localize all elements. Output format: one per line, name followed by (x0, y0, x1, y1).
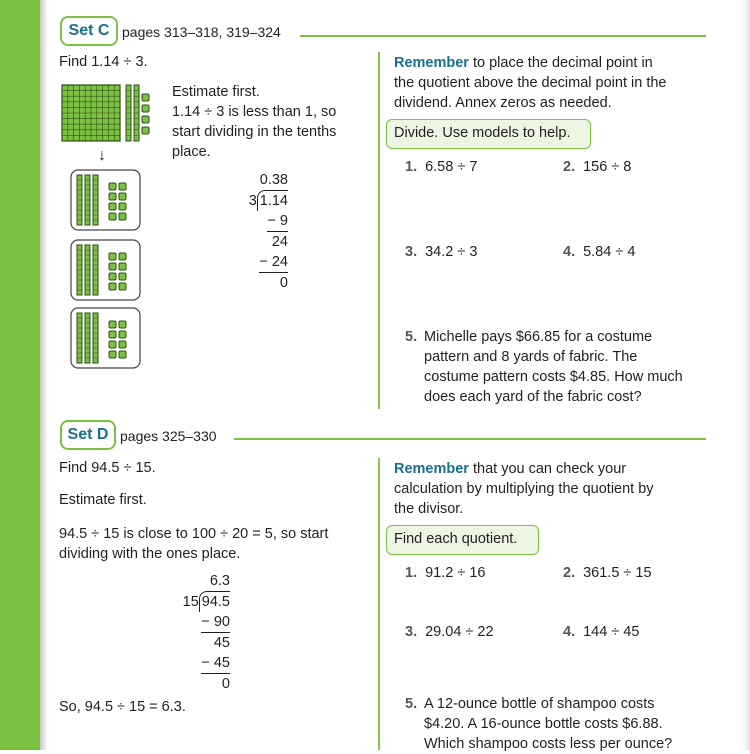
ones-cube (109, 213, 116, 220)
set-d-close (59, 524, 328, 564)
problem-text: 5.84 ÷ 4 (583, 244, 636, 260)
set-d-long-division (170, 571, 230, 694)
problem-d-4 (563, 622, 639, 642)
problem-text-line: does each yard of the fabric cost? (424, 389, 642, 405)
subtract-step-2: − 45 (201, 653, 230, 674)
subtract-step-2: − 24 (259, 252, 288, 273)
set-c-divider (378, 52, 380, 409)
problem-text-line: $4.20. A 16-ounce bottle costs $6.88. (424, 716, 663, 732)
estimate-line: Estimate first. (172, 84, 260, 100)
ones-cube (119, 193, 126, 200)
quotient: 6.3 (209, 573, 230, 589)
problem-number: 5. (405, 696, 418, 712)
ones-cube (109, 283, 116, 290)
problem-number: 4. (563, 624, 576, 640)
remember-text: dividend. Annex zeros as needed. (394, 95, 612, 111)
problem-c-5 (405, 327, 683, 407)
set-c-estimate (172, 82, 336, 162)
ones-cube (119, 183, 126, 190)
problem-text-line: Which shampoo costs less per ounce? (424, 736, 673, 752)
estimate-line: start dividing in the tenths (172, 124, 337, 140)
set-d-rule (234, 438, 706, 440)
ones-cube (119, 213, 126, 220)
problem-number: 4. (563, 244, 576, 260)
remember-text: to place the decimal point in (468, 55, 653, 71)
set-d-pages: pages 325–330 (120, 428, 217, 444)
ones-cube (142, 94, 149, 101)
ones-cube (142, 105, 149, 112)
set-d-hint-box: Find each quotient. (386, 525, 539, 555)
problem-text-line: costume pattern costs $4.85. How much (424, 369, 683, 385)
ones-cube (119, 273, 126, 280)
ones-cube (142, 127, 149, 134)
set-d-find: Find 94.5 ÷ 15. (59, 460, 156, 476)
set-d-conclusion: So, 94.5 ÷ 15 = 6.3. (59, 699, 186, 715)
ones-cube (119, 321, 126, 328)
problem-c-4 (563, 242, 635, 262)
quotient: 0.38 (259, 172, 288, 188)
remainder-2: 0 (279, 275, 288, 291)
base-ten-model (60, 80, 170, 372)
remember-label: Remember (394, 461, 469, 477)
ones-cube (109, 351, 116, 358)
set-c-long-division (230, 170, 288, 293)
problem-text-line: Michelle pays $66.85 for a costume (424, 329, 653, 345)
ones-cube (119, 331, 126, 338)
remainder-1: 24 (271, 234, 288, 250)
subtract-step-1: − 9 (267, 211, 288, 232)
problem-text: 156 ÷ 8 (583, 159, 632, 175)
problem-number: 3. (405, 624, 418, 640)
ones-cube (109, 193, 116, 200)
set-c-pages: pages 313–318, 319–324 (122, 24, 281, 40)
ones-cube (109, 273, 116, 280)
problem-number: 3. (405, 244, 418, 260)
divisor: 15 (182, 594, 199, 610)
problem-text: 91.2 ÷ 16 (425, 565, 486, 581)
divisor: 3 (248, 193, 257, 209)
problem-d-2 (563, 563, 652, 583)
ones-cube (119, 253, 126, 260)
ones-cube (109, 203, 116, 210)
set-c-hint-box: Divide. Use models to help. (386, 119, 591, 149)
ones-cube (119, 263, 126, 270)
set-c-tab: Set C (60, 16, 118, 46)
estimate-line: 1.14 ÷ 3 is less than 1, so (172, 104, 337, 120)
remember-text: the divisor. (394, 501, 464, 517)
problem-c-1 (405, 157, 477, 177)
problem-number: 1. (405, 159, 418, 175)
problem-d-5 (405, 694, 672, 754)
close-line: dividing with the ones place. (59, 546, 241, 562)
set-d-tab: Set D (60, 420, 116, 450)
problem-text: 29.04 ÷ 22 (425, 624, 494, 640)
page-gutter-shadow (40, 0, 48, 750)
ones-cube (109, 183, 116, 190)
estimate-line: place. (172, 144, 211, 160)
problem-number: 2. (563, 565, 576, 581)
ones-cube (109, 263, 116, 270)
remember-text: calculation by multiplying the quotient by (394, 481, 654, 497)
remainder-2: 0 (221, 676, 230, 692)
ones-cube (119, 351, 126, 358)
close-line: 94.5 ÷ 15 is close to 100 ÷ 20 = 5, so start (59, 526, 329, 542)
problem-number: 1. (405, 565, 418, 581)
set-d-estimate: Estimate first. (59, 492, 147, 508)
remainder-1: 45 (213, 635, 230, 651)
problem-c-2 (563, 157, 631, 177)
page-edge-shadow (742, 0, 750, 750)
problem-text: 34.2 ÷ 3 (425, 244, 478, 260)
dividend: 94.5 (199, 591, 230, 612)
ones-cube (109, 341, 116, 348)
problem-c-3 (405, 242, 477, 262)
remember-text: the quotient above the decimal point in the (394, 75, 667, 91)
problem-text: 6.58 ÷ 7 (425, 159, 478, 175)
problem-number: 5. (405, 329, 418, 345)
ones-cube (119, 341, 126, 348)
set-d-divider (378, 458, 380, 750)
ones-cube (119, 203, 126, 210)
problem-d-1 (405, 563, 485, 583)
problem-text: 361.5 ÷ 15 (583, 565, 652, 581)
remember-text: that you can check your (468, 461, 627, 477)
down-arrow-icon: ↓ (98, 147, 106, 164)
problem-d-3 (405, 622, 494, 642)
ones-cube (142, 116, 149, 123)
subtract-step-1: − 90 (201, 612, 230, 633)
set-c-rule (300, 35, 706, 37)
remember-label: Remember (394, 55, 469, 71)
ones-cube (119, 283, 126, 290)
set-c-find: Find 1.14 ÷ 3. (59, 54, 148, 70)
problem-text: 144 ÷ 45 (583, 624, 640, 640)
set-d-remember (394, 459, 654, 519)
problem-text-line: A 12-ounce bottle of shampoo costs (424, 696, 655, 712)
set-c-remember (394, 53, 666, 113)
problem-text-line: pattern and 8 yards of fabric. The (424, 349, 638, 365)
dividend: 1.14 (257, 190, 288, 211)
problem-number: 2. (563, 159, 576, 175)
ones-cube (109, 321, 116, 328)
ones-cube (109, 331, 116, 338)
ones-cube (109, 253, 116, 260)
page-margin-strip (0, 0, 40, 750)
